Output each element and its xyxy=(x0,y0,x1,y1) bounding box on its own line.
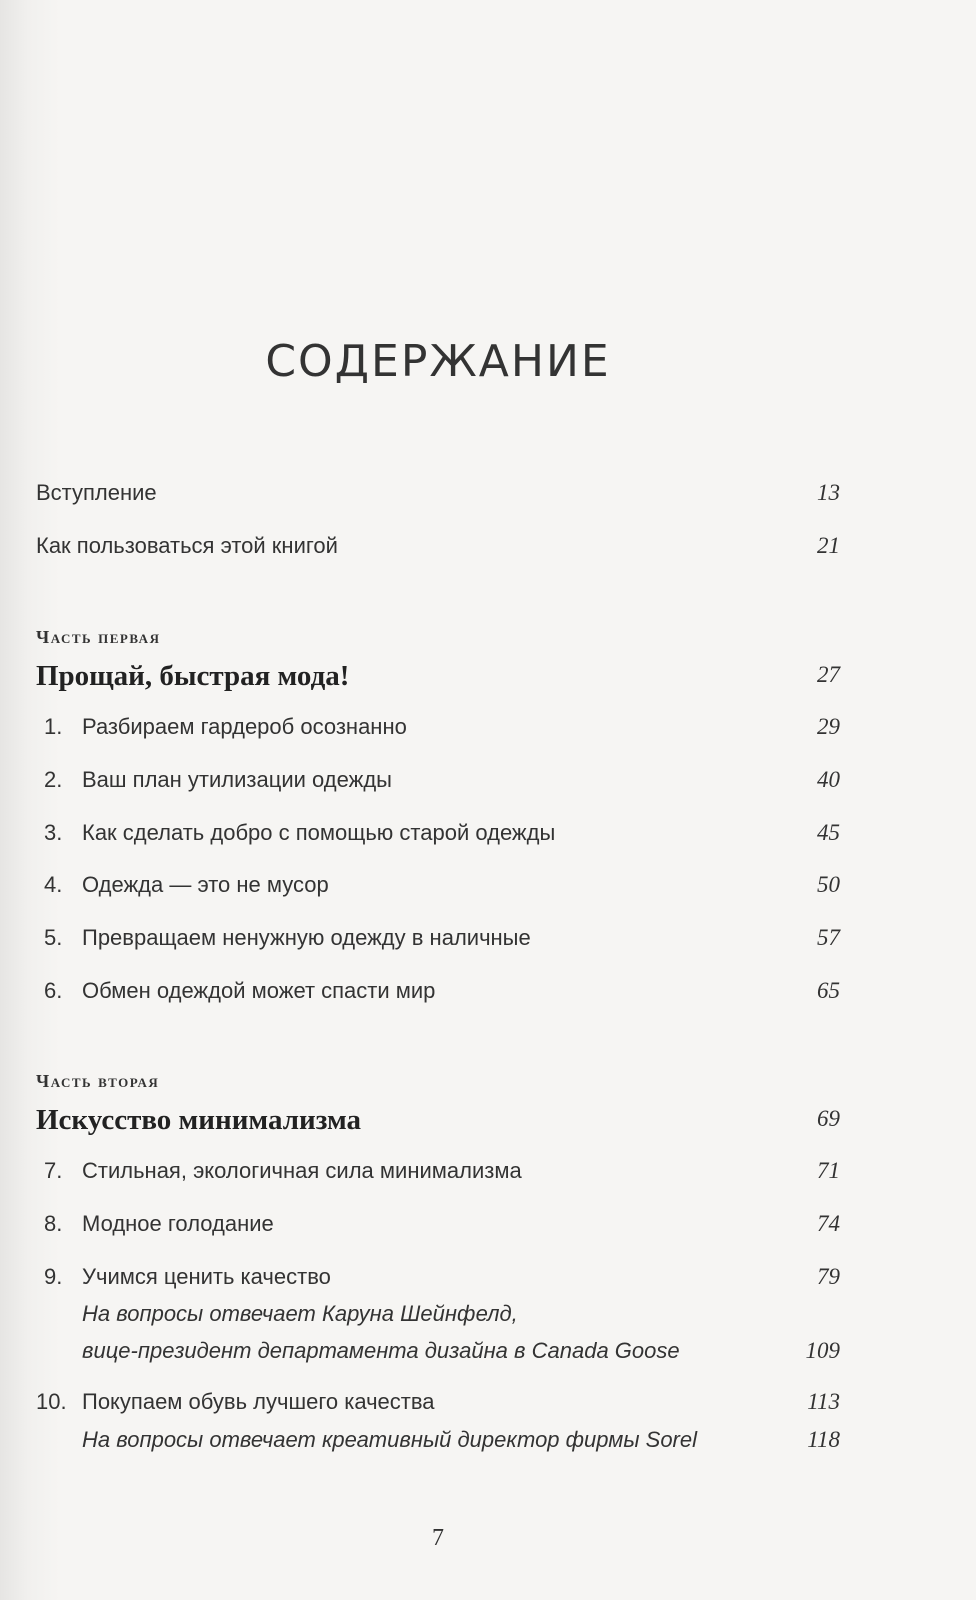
toc-chapter[interactable] xyxy=(36,820,840,852)
chapter-page: 71 xyxy=(817,1158,840,1183)
chapter-page: 50 xyxy=(817,872,840,897)
toc-interview[interactable] xyxy=(36,1427,840,1459)
toc-chapter[interactable] xyxy=(36,714,840,746)
chapter-page: 79 xyxy=(817,1264,840,1289)
chapter-number: 6. xyxy=(44,978,63,1003)
toc-chapter[interactable] xyxy=(36,1264,840,1296)
chapter-number: 4. xyxy=(44,872,63,897)
chapter-title: Превращаем ненужную одежду в наличные xyxy=(82,925,531,950)
page-title: СОДЕРЖАНИЕ xyxy=(265,336,611,387)
chapter-title: Стильная, экологичная сила минимализма xyxy=(82,1158,522,1183)
chapter-title: Покупаем обувь лучшего качества xyxy=(82,1389,435,1414)
toc-entry-page: 21 xyxy=(817,533,840,558)
chapter-number: 1. xyxy=(44,714,63,739)
interview-page: 109 xyxy=(805,1338,840,1363)
part-two-page: 69 xyxy=(817,1106,840,1131)
toc-interview-line xyxy=(36,1301,840,1333)
chapter-number: 7. xyxy=(44,1158,63,1183)
chapter-page: 57 xyxy=(817,925,840,950)
toc-entry-page: 13 xyxy=(817,480,840,505)
part-two-kicker: Часть вторая xyxy=(36,1071,160,1091)
chapter-page: 65 xyxy=(817,978,840,1003)
chapter-number: 5. xyxy=(44,925,63,950)
toc-entry-label: Вступление xyxy=(36,480,157,505)
part-two-title[interactable]: Искусство минимализма xyxy=(36,1104,362,1136)
chapter-title: Одежда — это не мусор xyxy=(82,872,329,897)
toc-chapter[interactable] xyxy=(36,767,840,799)
chapter-number: 3. xyxy=(44,820,63,845)
toc-entry-label: Как пользоваться этой книгой xyxy=(36,533,338,558)
chapter-title: Модное голодание xyxy=(82,1211,274,1236)
part-one-title[interactable]: Прощай, быстрая мода! xyxy=(36,660,350,692)
chapter-title: Учимся ценить качество xyxy=(82,1264,331,1289)
interview-page: 118 xyxy=(807,1427,840,1452)
interview-text: На вопросы отвечает креативный директор фирмы Sorel xyxy=(82,1427,698,1452)
toc-entry-how-to-use[interactable] xyxy=(36,533,840,565)
toc-chapter[interactable] xyxy=(36,925,840,957)
toc-entry-intro[interactable] xyxy=(36,480,840,512)
toc-interview[interactable] xyxy=(36,1338,840,1370)
chapter-number: 8. xyxy=(44,1211,63,1236)
toc-chapter[interactable] xyxy=(36,1211,840,1243)
chapter-number: 2. xyxy=(44,767,63,792)
chapter-title: Разбираем гардероб осознанно xyxy=(82,714,407,739)
chapter-title: Как сделать добро с помощью старой одежды xyxy=(82,820,556,845)
chapter-title: Ваш план утилизации одежды xyxy=(82,767,392,792)
chapter-page: 113 xyxy=(807,1389,840,1414)
chapter-number: 9. xyxy=(44,1264,63,1289)
chapter-page: 74 xyxy=(817,1211,840,1236)
chapter-title: Обмен одеждой может спасти мир xyxy=(82,978,436,1003)
chapter-page: 45 xyxy=(817,820,840,845)
part-one-page: 27 xyxy=(817,662,840,687)
chapter-page: 40 xyxy=(817,767,840,792)
part-one-kicker: Часть первая xyxy=(36,627,161,647)
toc-chapter[interactable] xyxy=(36,872,840,904)
chapter-number: 10. xyxy=(36,1389,67,1414)
page-number: 7 xyxy=(432,1525,444,1551)
interview-text: вице-президент департамента дизайна в Canada Goose xyxy=(82,1338,680,1363)
interview-text: На вопросы отвечает Каруна Шейнфелд, xyxy=(82,1301,518,1326)
chapter-page: 29 xyxy=(817,714,840,739)
toc-chapter[interactable] xyxy=(36,978,840,1010)
toc-chapter[interactable] xyxy=(36,1389,840,1421)
toc-chapter[interactable] xyxy=(36,1158,840,1190)
